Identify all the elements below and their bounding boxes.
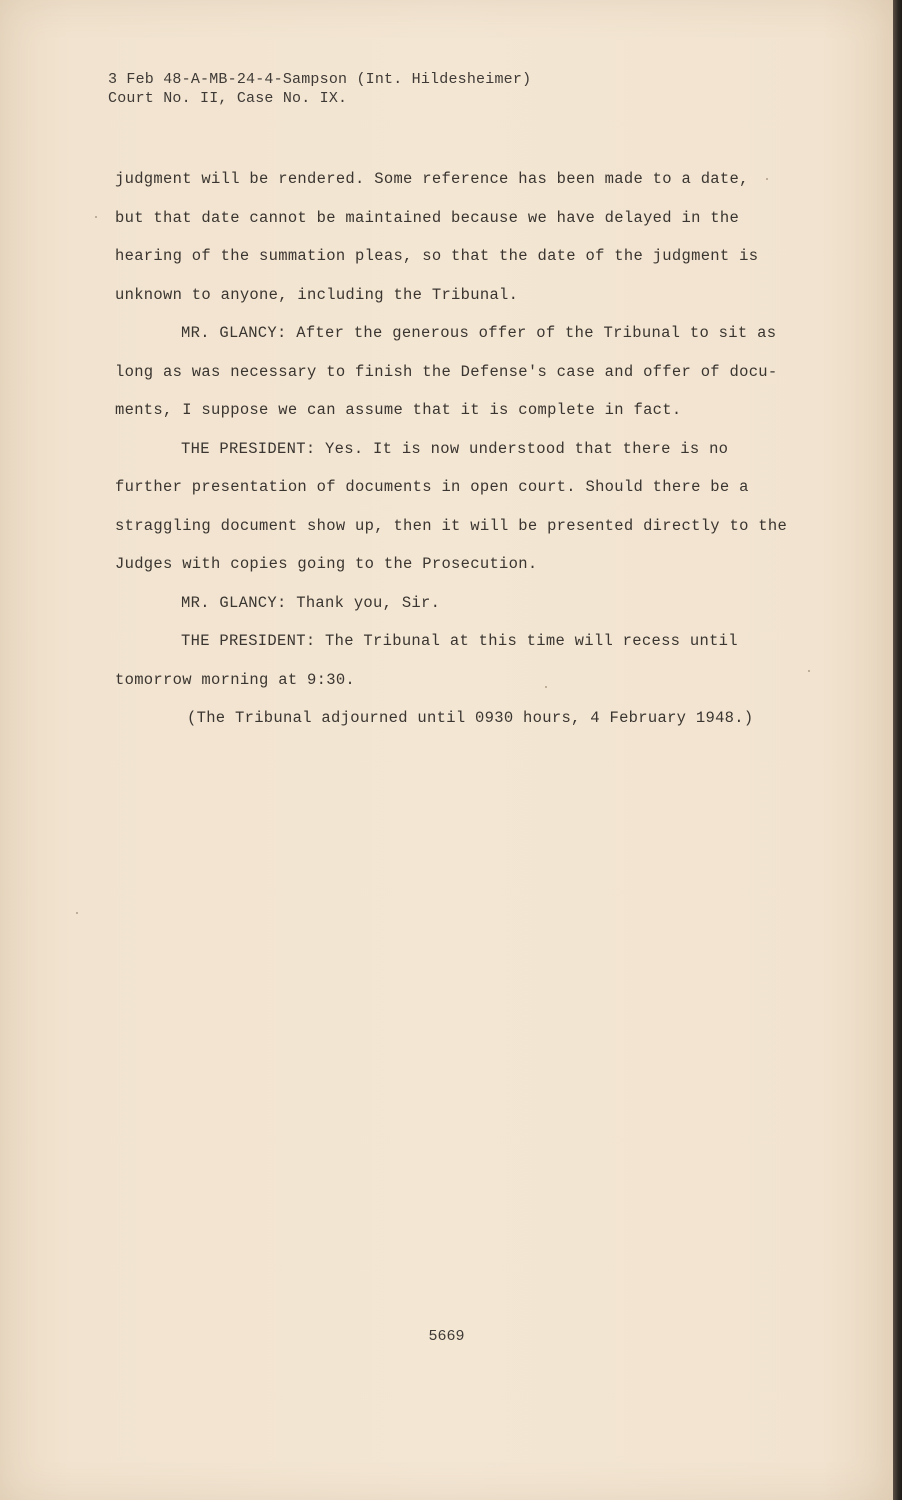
page-edge-shadow bbox=[893, 0, 902, 1500]
transcript-line: Judges with copies going to the Prosecution. bbox=[115, 555, 538, 573]
header-case-reference: 3 Feb 48-A-MB-24-4-Sampson (Int. Hildesheimer) bbox=[108, 71, 532, 88]
transcript-line: ments, I suppose we can assume that it is complete in fact. bbox=[115, 401, 682, 419]
transcript-line: THE PRESIDENT: Yes. It is now understood that there is no bbox=[181, 439, 729, 458]
transcript-line: further presentation of documents in open court. Should there be a bbox=[115, 478, 749, 496]
transcript-line: THE PRESIDENT: The Tribunal at this time will recess until bbox=[181, 632, 738, 650]
transcript-line: MR. GLANCY: After the generous offer of the Tribunal to sit as bbox=[181, 324, 777, 342]
header-court-number: Court No. II, Case No. IX. bbox=[108, 90, 348, 107]
transcript-line: MR. GLANCY: Thank you, Sir. bbox=[181, 593, 441, 612]
transcript-line: but that date cannot be maintained because we have delayed in the bbox=[115, 208, 740, 227]
page-number: 5669 bbox=[428, 1328, 465, 1345]
transcript-line: unknown to anyone, including the Tribunal. bbox=[115, 285, 519, 304]
transcript-body bbox=[115, 160, 795, 738]
transcript-line: hearing of the summation pleas, so that the date of the judgment is bbox=[115, 247, 759, 265]
transcript-line: (The Tribunal adjourned until 0930 hours, 4 February 1948.) bbox=[187, 709, 754, 727]
transcript-line: judgment will be rendered. Some reference has been made to a date, bbox=[115, 170, 749, 188]
transcript-line: tomorrow morning at 9:30. bbox=[115, 670, 356, 689]
document-header bbox=[108, 70, 531, 108]
transcript-line: straggling document show up, then it will be presented directly to the bbox=[115, 516, 788, 535]
transcript-line: long as was necessary to finish the Defense's case and offer of docu- bbox=[115, 362, 778, 381]
